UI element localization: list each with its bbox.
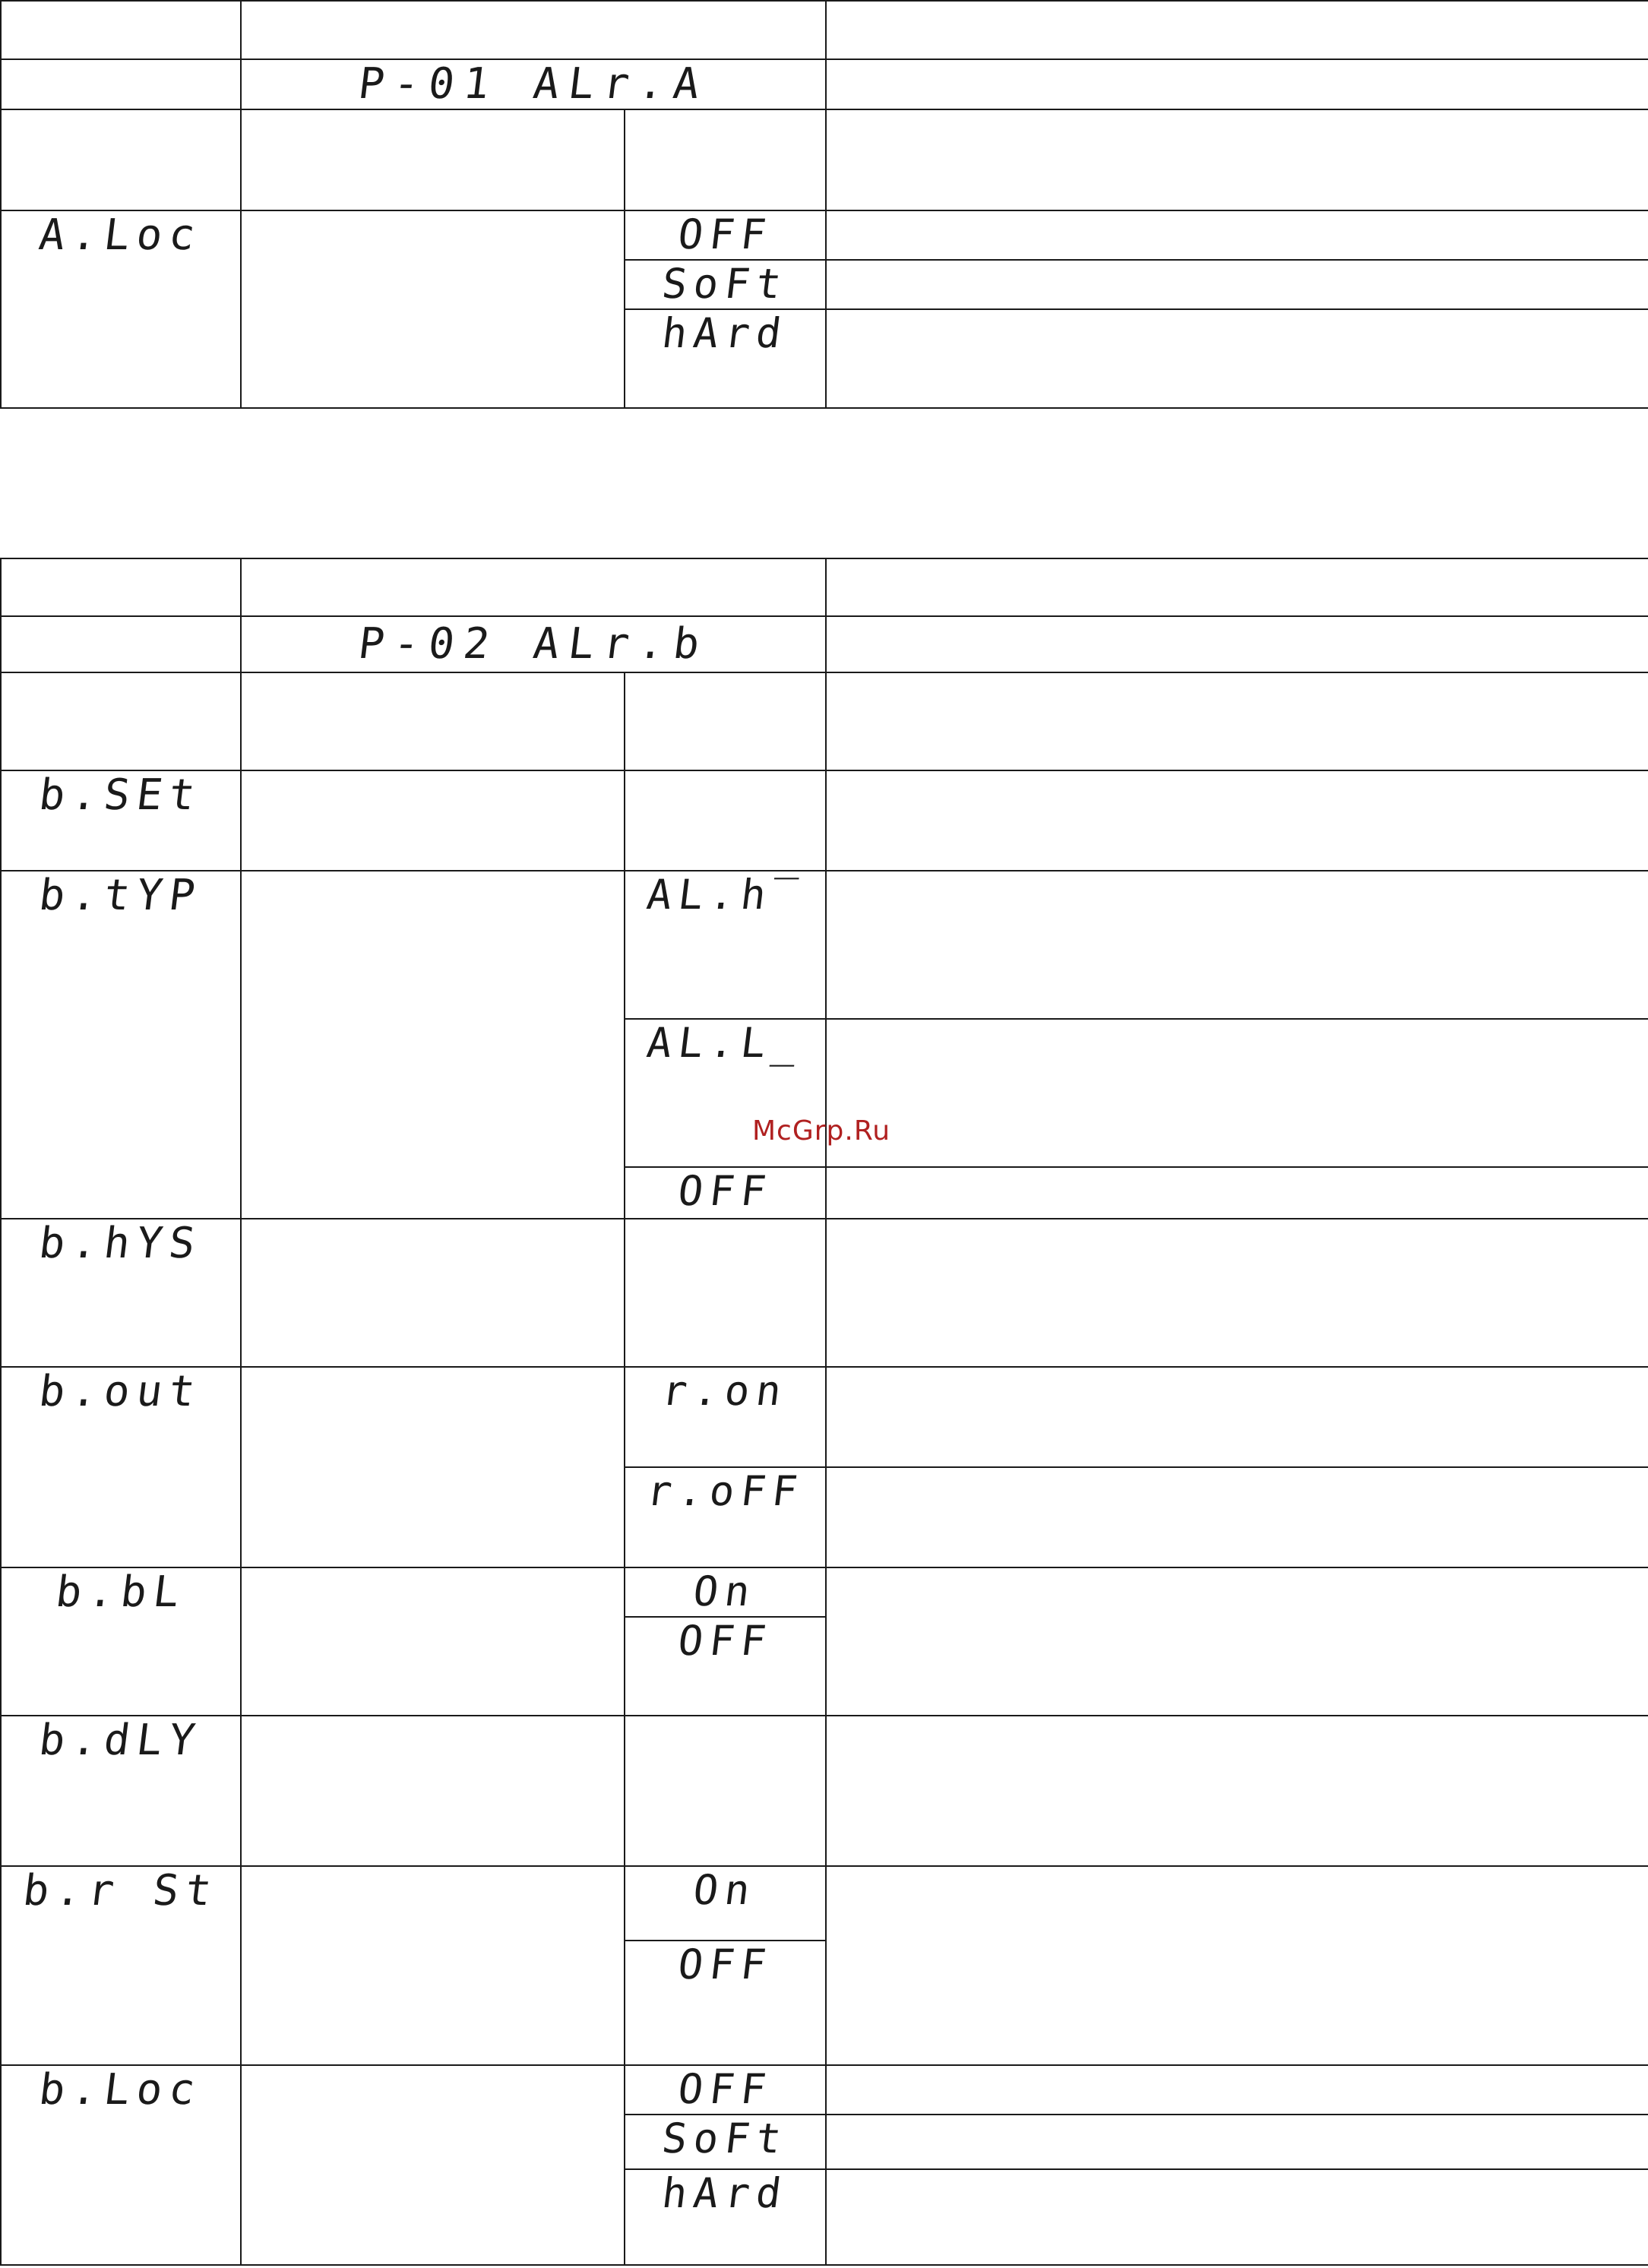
header-cell xyxy=(1,558,241,616)
subheader-cell xyxy=(625,109,826,210)
option-bloc-hard: hArd xyxy=(660,2169,791,2217)
option-desc-cell xyxy=(826,1219,1648,1367)
param-code-cell xyxy=(1,1866,241,2065)
option-brst-off: OFF xyxy=(675,1941,775,1988)
table-row-aloc xyxy=(1,210,1648,260)
menu-desc-cell xyxy=(826,59,1648,109)
option-cell xyxy=(625,770,826,871)
option-bout-ron: r.on xyxy=(660,1367,791,1415)
param-code-bout: b.out xyxy=(36,1367,205,1416)
option-brst-on: On xyxy=(691,1866,760,1914)
table-a-header-row xyxy=(1,1,1648,59)
option-cell xyxy=(625,1467,826,1567)
option-bloc-soft: SoFt xyxy=(660,2115,791,2162)
option-btyp-off: OFF xyxy=(675,1167,775,1215)
subheader-cell xyxy=(1,109,241,210)
option-desc-cell xyxy=(826,770,1648,871)
option-desc-cell xyxy=(826,1567,1648,1716)
option-desc-cell xyxy=(826,210,1648,260)
option-desc-cell xyxy=(826,2065,1648,2115)
subheader-cell xyxy=(241,109,625,210)
option-desc-cell xyxy=(826,1367,1648,1467)
table-row-bhys xyxy=(1,1219,1648,1367)
option-bbl-off: OFF xyxy=(675,1617,775,1665)
param-desc-cell xyxy=(241,770,625,871)
option-desc-cell xyxy=(826,1019,1648,1167)
header-cell xyxy=(826,558,1648,616)
table-row-bset xyxy=(1,770,1648,871)
option-aloc-hard: hArd xyxy=(660,309,791,357)
param-code-cell xyxy=(1,871,241,1219)
table-row-brst xyxy=(1,1866,1648,1941)
param-code-aloc: A.Loc xyxy=(36,210,205,260)
option-desc-cell xyxy=(826,1866,1648,2065)
header-cell xyxy=(241,558,826,616)
table-b-subheader-row xyxy=(1,672,1648,770)
param-desc-cell xyxy=(241,210,625,408)
option-cell xyxy=(625,2065,826,2115)
table-row-bdly xyxy=(1,1716,1648,1866)
param-code-bbl: b.bL xyxy=(52,1567,189,1617)
table-row-btyp xyxy=(1,871,1648,1019)
option-cell xyxy=(625,1567,826,1617)
param-code-cell xyxy=(1,1367,241,1567)
param-desc-cell xyxy=(241,1716,625,1866)
param-code-cell xyxy=(1,1219,241,1367)
param-desc-cell xyxy=(241,1567,625,1716)
subheader-cell xyxy=(625,672,826,770)
table-a-subheader-row xyxy=(1,109,1648,210)
param-desc-cell xyxy=(241,1219,625,1367)
table-row-bbl xyxy=(1,1567,1648,1617)
option-desc-cell xyxy=(826,2169,1648,2265)
option-desc-cell xyxy=(826,871,1648,1019)
menu-label-cell xyxy=(1,59,241,109)
table-row-bout xyxy=(1,1367,1648,1467)
alarm-a-table xyxy=(0,0,1648,409)
menu-desc-cell xyxy=(826,616,1648,672)
option-cell xyxy=(625,1219,826,1367)
option-cell xyxy=(625,1617,826,1716)
param-code-cell xyxy=(1,1716,241,1866)
option-btyp-low: AL.L_ xyxy=(644,1019,807,1067)
option-bout-roff: r.oFF xyxy=(644,1467,807,1515)
watermark: McGrp.Ru xyxy=(752,1115,891,1147)
menu-code-p02: P-02 ALr.b xyxy=(355,619,712,669)
alarm-b-table xyxy=(0,558,1648,2266)
table-b-header-row xyxy=(1,558,1648,616)
table-a-menu-row xyxy=(1,59,1648,109)
param-code-cell xyxy=(1,210,241,408)
table-b-menu-row xyxy=(1,616,1648,672)
option-cell xyxy=(625,1167,826,1219)
param-desc-cell xyxy=(241,2065,625,2265)
option-cell xyxy=(625,210,826,260)
param-desc-cell xyxy=(241,871,625,1219)
subheader-cell xyxy=(826,109,1648,210)
option-btyp-high: AL.h‾ xyxy=(644,871,807,919)
header-cell xyxy=(1,1,241,59)
option-desc-cell xyxy=(826,1167,1648,1219)
option-desc-cell xyxy=(826,260,1648,309)
option-cell xyxy=(625,2169,826,2265)
option-desc-cell xyxy=(826,2115,1648,2169)
param-code-cell xyxy=(1,1567,241,1716)
option-bloc-off: OFF xyxy=(675,2065,775,2113)
param-code-cell xyxy=(1,770,241,871)
param-code-bset: b.SEt xyxy=(36,770,205,820)
param-code-bdly: b.dLY xyxy=(36,1716,205,1765)
option-bbl-on: On xyxy=(691,1567,760,1615)
option-aloc-off: OFF xyxy=(675,210,775,258)
menu-code-cell xyxy=(241,59,826,109)
subheader-cell xyxy=(1,672,241,770)
param-desc-cell xyxy=(241,1367,625,1567)
param-code-bloc: b.Loc xyxy=(36,2065,205,2115)
option-cell xyxy=(625,2115,826,2169)
option-desc-cell xyxy=(826,309,1648,408)
option-desc-cell xyxy=(826,1467,1648,1567)
option-cell xyxy=(625,871,826,1019)
option-cell xyxy=(625,309,826,408)
option-desc-cell xyxy=(826,1716,1648,1866)
param-code-btyp: b.tYP xyxy=(36,871,205,920)
param-code-cell xyxy=(1,2065,241,2265)
option-cell xyxy=(625,1367,826,1467)
option-cell xyxy=(625,1716,826,1866)
option-cell xyxy=(625,1866,826,1941)
option-cell xyxy=(625,260,826,309)
subheader-cell xyxy=(826,672,1648,770)
menu-code-p01: P-01 ALr.A xyxy=(355,59,712,109)
menu-label-cell xyxy=(1,616,241,672)
subheader-cell xyxy=(241,672,625,770)
menu-code-cell xyxy=(241,616,826,672)
option-cell xyxy=(625,1941,826,2065)
param-desc-cell xyxy=(241,1866,625,2065)
header-cell xyxy=(826,1,1648,59)
header-cell xyxy=(241,1,826,59)
option-aloc-soft: SoFt xyxy=(660,260,791,308)
param-code-brst: b.r St xyxy=(20,1866,221,1915)
table-row-bloc xyxy=(1,2065,1648,2115)
param-code-bhys: b.hYS xyxy=(36,1219,205,1268)
